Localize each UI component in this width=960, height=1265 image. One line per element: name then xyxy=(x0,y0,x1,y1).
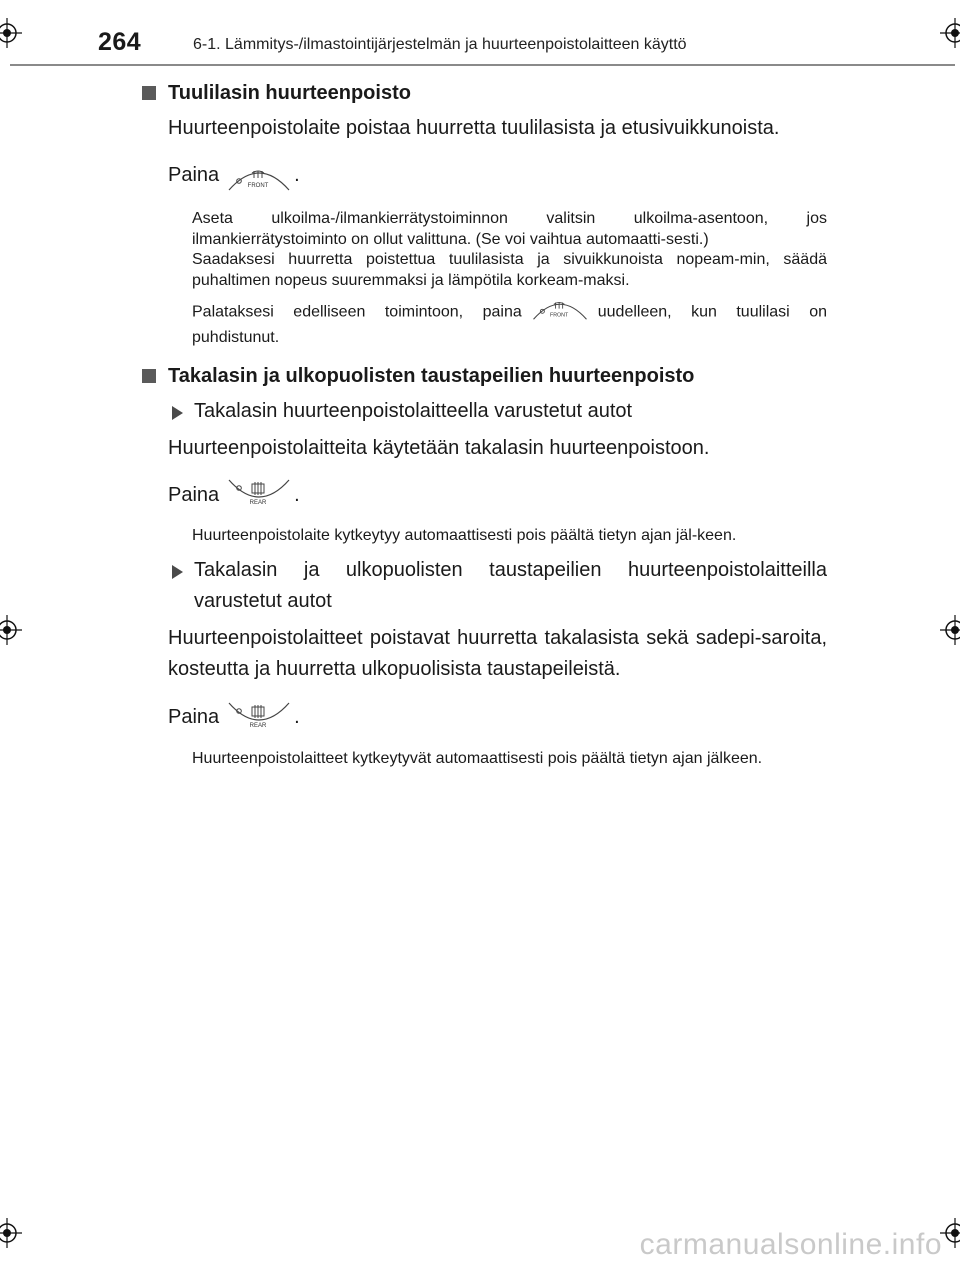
note-text: Huurteenpoistolaitteet kytkeytyvät automaattisesti pois päältä tietyn ajan jälkeen. xyxy=(192,749,763,767)
header-divider xyxy=(10,64,955,66)
registration-mark-icon xyxy=(940,1218,960,1248)
registration-mark-icon xyxy=(0,615,22,645)
note-text-part: Palataksesi edelliseen toimintoon, paina xyxy=(192,303,522,321)
registration-mark-icon xyxy=(940,615,960,645)
subsection-text: Huurteenpoistolaitteet poistavat huurretta takalasista sekä sadepi-saroita, kosteutta ja huurretta ulkopuolisista taustapeileistä. xyxy=(168,626,827,680)
triangle-bullet-icon xyxy=(172,565,183,579)
section-heading-windshield-defog xyxy=(142,77,827,109)
page-header-title: 6-1. Lämmitys-/ilmastointijärjestelmän ja huurteenpoistolaitteen käyttö xyxy=(193,36,687,53)
subsection-title xyxy=(142,555,827,617)
press-suffix: . xyxy=(294,706,300,728)
subsection-title-text: Takalasin huurteenpoistolaitteella varustetut autot xyxy=(194,400,633,422)
note-text xyxy=(142,297,827,348)
front-defroster-button-icon xyxy=(530,291,590,328)
press-suffix: . xyxy=(294,163,300,186)
footer-watermark: carmanualsonline.info xyxy=(639,1228,942,1261)
note-text-part: uudelleen, kun tuulilasi on puhdistunut. xyxy=(192,303,827,346)
registration-mark-icon xyxy=(0,18,22,48)
note-text: Huurteenpoistolaite kytkeytyy automaattisesti pois päältä tietyn ajan jäl-keen. xyxy=(192,527,737,544)
rear-label: REAR xyxy=(249,722,267,729)
manual-content xyxy=(142,74,827,769)
section-intro: Huurteenpoistolaite poistaa huurretta tuulilasista ja etusivuikkunoista. xyxy=(168,117,780,139)
front-defroster-button-icon xyxy=(227,158,291,192)
press-instruction xyxy=(142,156,827,194)
press-prefix: Paina xyxy=(168,706,220,728)
section-bullet-icon xyxy=(142,369,156,383)
subsection-title xyxy=(142,396,827,427)
registration-mark-icon xyxy=(940,18,960,48)
note-text: Saadaksesi huurretta poistettua tuulilasista ja sivuikkunoista nopeam-min, säädä puhaltimen nopeus suuremmaksi ja lämpötila korkeam-maksi. xyxy=(192,251,827,289)
press-instruction xyxy=(142,476,827,514)
front-label: FRONT xyxy=(247,183,269,189)
rear-defroster-button-icon xyxy=(227,701,291,735)
section-heading-text: Tuulilasin huurteenpoisto xyxy=(168,82,411,104)
page-number: 264 xyxy=(98,28,142,56)
press-instruction xyxy=(142,699,827,737)
section-heading-text: Takalasin ja ulkopuolisten taustapeilien huurteenpoisto xyxy=(168,365,695,387)
subsection-text: Huurteenpoistolaitteita käytetään takalasin huurteenpoistoon. xyxy=(168,437,710,459)
press-prefix: Paina xyxy=(168,483,220,506)
front-label: FRONT xyxy=(549,312,568,319)
note-text: Aseta ulkoilma-/ilmankierrätystoiminnon valitsin ulkoilma-asentoon, jos ilmankierrätystoiminto on ollut valittuna. (Se voi vaihtua automaatti-sesti.) xyxy=(192,210,827,248)
triangle-bullet-icon xyxy=(172,406,183,420)
press-prefix: Paina xyxy=(168,163,220,186)
registration-mark-icon xyxy=(0,1218,22,1248)
subsection-title-text: Takalasin ja ulkopuolisten taustapeilien huurteenpoistolaitteilla varustetut autot xyxy=(194,558,827,612)
section-heading-rear-defog xyxy=(142,360,827,392)
section-bullet-icon xyxy=(142,86,156,100)
rear-defroster-button-icon xyxy=(227,478,291,512)
rear-label: REAR xyxy=(249,500,267,506)
press-suffix: . xyxy=(294,483,300,506)
